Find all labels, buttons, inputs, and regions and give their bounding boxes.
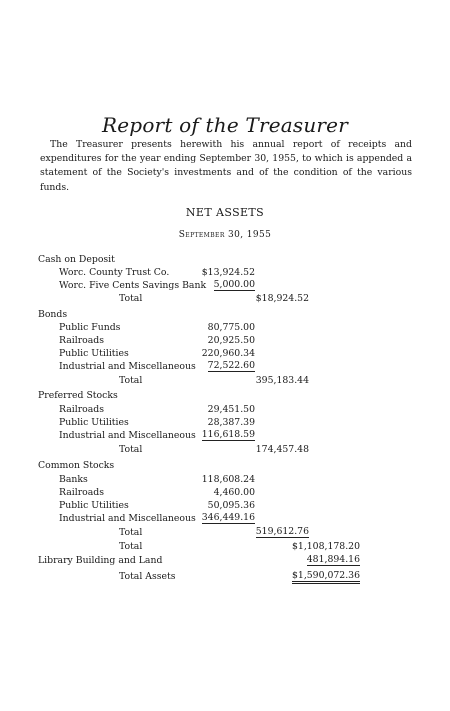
preferred-total-value: 174,457.48: [255, 444, 309, 455]
common-item-row: [0, 499, 450, 512]
bonds-item-row: [0, 347, 450, 360]
report-date: September 30, 1955: [178, 230, 272, 240]
preferred-section-label: Preferred Stocks: [38, 390, 118, 401]
cash-item-label: Worc. County Trust Co.: [59, 267, 170, 278]
bonds-item-label: Public Funds: [59, 322, 121, 333]
bonds-item-row: [0, 360, 450, 373]
common-item-row: [0, 512, 450, 525]
total-assets-label: Total Assets: [119, 571, 176, 582]
bonds-total-label: Total: [119, 375, 143, 386]
common-item-label: Banks: [59, 474, 88, 485]
common-item-value: 346,449.16: [201, 512, 255, 523]
page-title: Report of the Treasurer: [102, 113, 348, 137]
bonds-item-row: [0, 334, 450, 347]
bonds-item-label: Industrial and Miscellaneous: [59, 361, 196, 372]
common-total-row: [0, 526, 450, 539]
cash-section-label: Cash on Deposit: [38, 254, 115, 265]
library-value: 481,894.16: [306, 554, 360, 565]
preferred-item-row: [0, 429, 450, 442]
cash-item-value: 5,000.00: [213, 279, 255, 290]
common-item-label: Railroads: [59, 487, 105, 498]
intro-paragraph: The Treasurer presents herewith his annual report of receipts and expenditures for the year ending September 30, 1955, to which is appended a statement of the Society's investments and of the condition of the various funds.: [40, 139, 412, 193]
preferred-item-label: Public Utilities: [59, 417, 129, 428]
common-section-row: [0, 459, 450, 472]
preferred-item-label: Industrial and Miscellaneous: [59, 430, 196, 441]
cash-item-value: $13,924.52: [201, 267, 255, 278]
grand-total-row: [0, 540, 450, 553]
section-heading: NET ASSETS: [185, 206, 265, 219]
common-total-label: Total: [119, 527, 143, 538]
bonds-total-row: [0, 374, 450, 387]
grand-total-label: Total: [119, 541, 143, 552]
cash-total-row: [0, 292, 450, 305]
preferred-total-label: Total: [119, 444, 143, 455]
common-item-value: 50,095.36: [207, 500, 255, 511]
bonds-section-label: Bonds: [38, 309, 68, 320]
preferred-item-value: 28,387.39: [207, 417, 255, 428]
library-label: Library Building and Land: [38, 555, 163, 566]
cash-item-row: [0, 266, 450, 279]
bonds-item-row: [0, 321, 450, 334]
total-assets-row: [0, 570, 450, 583]
cash-total-value: $18,924.52: [255, 293, 309, 304]
bonds-item-value: 80,775.00: [207, 322, 255, 333]
grand-total-value: $1,108,178.20: [291, 541, 360, 552]
preferred-item-value: 116,618.59: [201, 429, 255, 440]
common-item-label: Industrial and Miscellaneous: [59, 513, 196, 524]
common-section-label: Common Stocks: [38, 460, 115, 471]
preferred-item-row: [0, 403, 450, 416]
common-item-row: [0, 473, 450, 486]
bonds-item-label: Railroads: [59, 335, 105, 346]
preferred-section-row: [0, 389, 450, 402]
cash-item-row: [0, 279, 450, 292]
bonds-section-row: [0, 308, 450, 321]
common-item-row: [0, 486, 450, 499]
bonds-item-value: 220,960.34: [201, 348, 255, 359]
preferred-item-row: [0, 416, 450, 429]
common-item-label: Public Utilities: [59, 500, 129, 511]
common-item-value: 4,460.00: [213, 487, 255, 498]
common-total-value: 519,612.76: [255, 526, 309, 537]
preferred-item-value: 29,451.50: [207, 404, 255, 415]
common-item-value: 118,608.24: [201, 474, 255, 485]
bonds-item-value: 20,925.50: [207, 335, 255, 346]
library-row: [0, 554, 450, 567]
bonds-item-value: 72,522.60: [207, 360, 255, 371]
cash-item-label: Worc. Five Cents Savings Bank: [59, 280, 207, 291]
cash-section-row: [0, 253, 450, 266]
preferred-total-row: [0, 443, 450, 456]
total-assets-value: $1,590,072.36: [292, 570, 360, 584]
bonds-item-label: Public Utilities: [59, 348, 129, 359]
preferred-item-label: Railroads: [59, 404, 105, 415]
bonds-total-value: 395,183.44: [255, 375, 309, 386]
cash-total-label: Total: [119, 293, 143, 304]
